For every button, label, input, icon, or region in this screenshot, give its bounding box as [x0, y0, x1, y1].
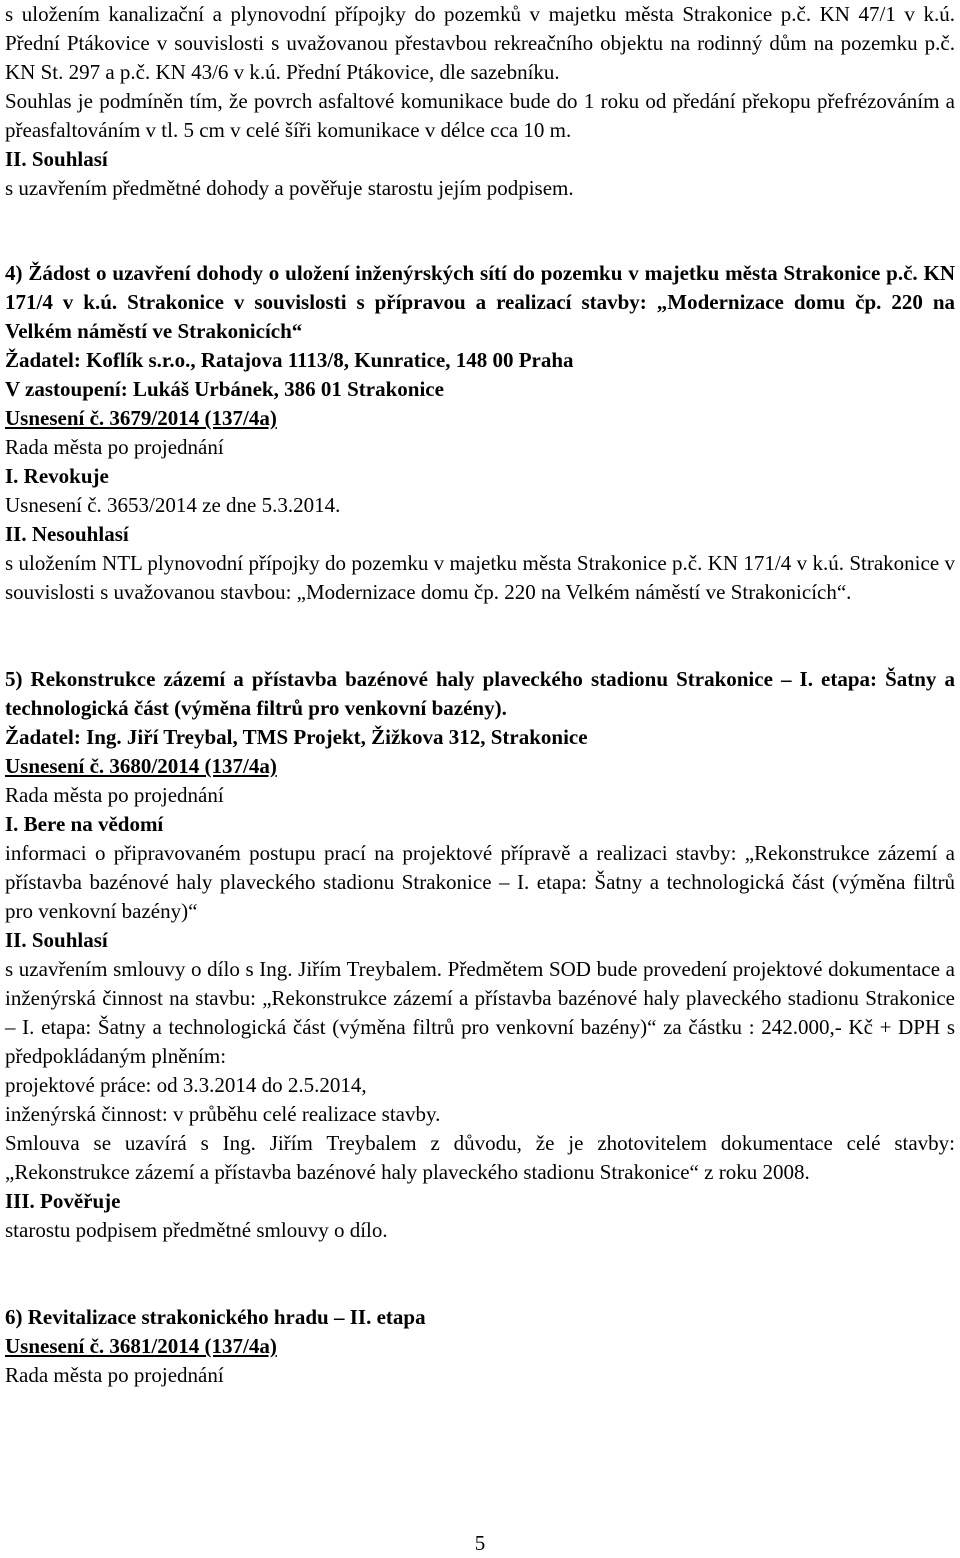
section-6-council: Rada města po projednání	[5, 1363, 224, 1387]
section-4-text-i: Usnesení č. 3653/2014 ze dne 5.3.2014.	[5, 493, 341, 517]
section-3-continuation	[5, 0, 955, 203]
section-5-text-ii-inzenyrska: inženýrská činnost: v průběhu celé realizace stavby.	[5, 1102, 441, 1126]
section-6	[5, 1303, 955, 1390]
text-ii-souhlasi: s uzavřením předmětné dohody a pověřuje starostu jejím podpisem.	[5, 176, 574, 200]
section-4-text-ii: s uložením NTL plynovodní přípojky do pozemku v majetku města Strakonice p.č. KN 171/4 v k.ú. Strakonice v souvislosti s uvažovanou stavbou: „Modernizace domu čp. 220 na Velkém náměstí ve Strakonicích“.	[5, 551, 955, 604]
section-5-applicant: Žadatel: Ing. Jiří Treybal, TMS Projekt, Žižkova 312, Strakonice	[5, 725, 588, 749]
section-5-heading-ii: II. Souhlasí	[5, 928, 108, 952]
section-5-text-ii: s uzavřením smlouvy o dílo s Ing. Jiřím Treybalem. Předmětem SOD bude provedení projektové dokumentace a inženýrská činnost na stavbu: „Rekonstrukce zázemí a přístavba bazénové haly plaveckého stadionu Strakonice – I. etapa: Šatny a technologická část (výměna filtrů pro venkovní bazény)“ za částku : 242.000,- Kč + DPH s předpokládaným plněním:	[5, 957, 955, 1068]
section-5-text-ii-projekt: projektové práce: od 3.3.2014 do 2.5.2014,	[5, 1073, 367, 1097]
section-4	[5, 259, 955, 607]
paragraph-pripojky: s uložením kanalizační a plynovodní přípojky do pozemků v majetku města Strakonice p.č. KN 47/1 v k.ú. Přední Ptákovice v souvislosti s uvažovanou přestavbou rekreačního objektu na rodinný dům na pozemku p.č. KN St. 297 a p.č. KN 43/6 v k.ú. Přední Ptákovice, dle sazebníku.	[5, 2, 955, 84]
page-number: 5	[474, 1531, 486, 1555]
section-5-text-i: informaci o připravovaném postupu prací na projektové přípravě a realizaci stavby: „Rekonstrukce zázemí a přístavba bazénové haly plaveckého stadionu Strakonice – I. etapa: Šatny a technologická část (výměna filtrů pro venkovní bazény)“	[5, 841, 955, 923]
section-4-council: Rada města po projednání	[5, 435, 224, 459]
section-4-heading: 4) Žádost o uzavření dohody o uložení inženýrských sítí do pozemku v majetku města Strakonice p.č. KN 171/4 v k.ú. Strakonice v souvislosti s přípravou a realizací stavby: „Modernizace domu čp. 220 na Velkém náměstí ve Strakonicích“	[5, 261, 955, 343]
section-5-resolution: Usnesení č. 3680/2014 (137/4a)	[5, 754, 277, 778]
section-5-council: Rada města po projednání	[5, 783, 224, 807]
section-6-resolution: Usnesení č. 3681/2014 (137/4a)	[5, 1334, 277, 1358]
section-4-applicant: Žadatel: Koflík s.r.o., Ratajova 1113/8, Kunratice, 148 00 Praha	[5, 348, 574, 372]
section-4-heading-ii: II. Nesouhlasí	[5, 522, 129, 546]
section-5-heading-i: I. Bere na vědomí	[5, 812, 164, 836]
section-5-text-ii-smlouva: Smlouva se uzavírá s Ing. Jiřím Treybalem z důvodu, že je zhotovitelem dokumentace celé stavby: „Rekonstrukce zázemí a přístavba bazénové haly plaveckého stadionu Strakonice“ z roku 2008.	[5, 1131, 955, 1184]
section-5-heading: 5) Rekonstrukce zázemí a přístavba bazénové haly plaveckého stadionu Strakonice – I. etapa: Šatny a technologická část (výměna filtrů pro venkovní bazény).	[5, 667, 955, 720]
heading-ii-souhlasi: II. Souhlasí	[5, 147, 108, 171]
section-4-heading-i: I. Revokuje	[5, 464, 109, 488]
section-5-text-iii: starostu podpisem předmětné smlouvy o dílo.	[5, 1218, 388, 1242]
section-6-heading: 6) Revitalizace strakonického hradu – II. etapa	[5, 1305, 426, 1329]
section-4-representation: V zastoupení: Lukáš Urbánek, 386 01 Strakonice	[5, 377, 444, 401]
section-5-heading-iii: III. Pověřuje	[5, 1189, 121, 1213]
paragraph-condition: Souhlas je podmíněn tím, že povrch asfaltové komunikace bude do 1 roku od předání překopu přefrézováním a přeasfaltováním v tl. 5 cm v celé šíři komunikace v délce cca 10 m.	[5, 89, 955, 142]
section-5	[5, 665, 955, 1245]
section-4-resolution: Usnesení č. 3679/2014 (137/4a)	[5, 406, 277, 430]
